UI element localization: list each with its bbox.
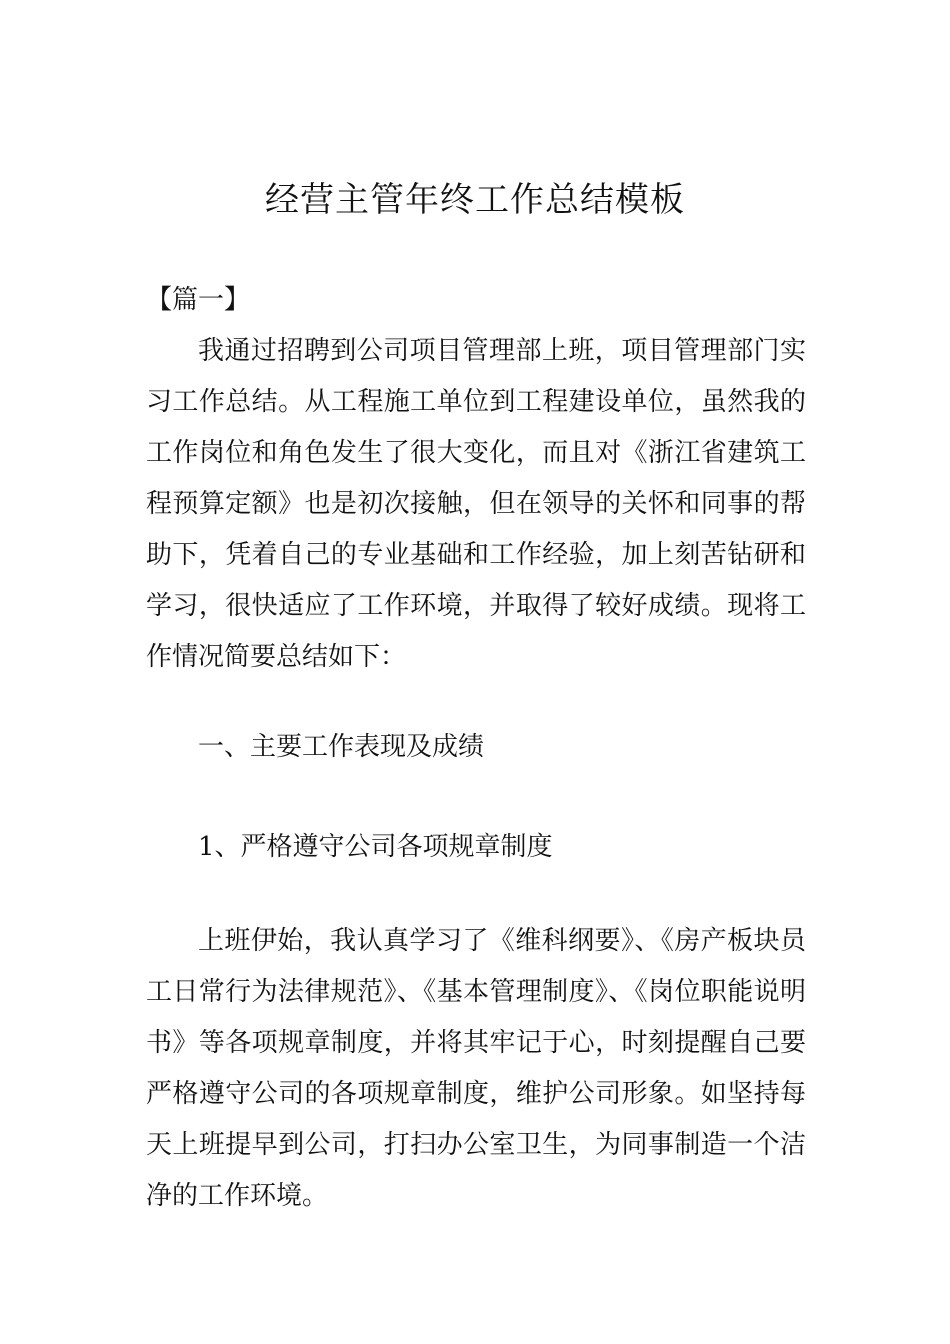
document-title: 经营主管年终工作总结模板 <box>265 180 685 220</box>
body-paragraph-1: 我通过招聘到公司项目管理部上班，项目管理部门实习工作总结。从工程施工单位到工程建设单位，虽然我的工作岗位和角色发生了很大变化，而且对《浙江省建筑工程预算定额》也是初次接触，但在领导的关怀和同事的帮助下，凭着自己的专业基础和工作经验，加上刻苦钻研和学习，很快适应了工作环境，并取得了较好成绩。现将工作情况简要总结如下： <box>146 336 806 672</box>
section-heading-2: 1、严格遵守公司各项规章制度 <box>198 832 553 862</box>
body-paragraph-2: 上班伊始，我认真学习了《维科纲要》、《房产板块员工日常行为法律规范》、《基本管理制度》、《岗位职能说明书》等各项规章制度，并将其牢记于心，时刻提醒自己要严格遵守公司的各项规章制度，维护公司形象。如坚持每天上班提早到公司，打扫办公室卫生，为同事制造一个洁净的工作环境。 <box>146 926 806 1211</box>
section-label: 【篇一】 <box>146 285 251 315</box>
section-heading-1: 一、主要工作表现及成绩 <box>198 732 485 762</box>
